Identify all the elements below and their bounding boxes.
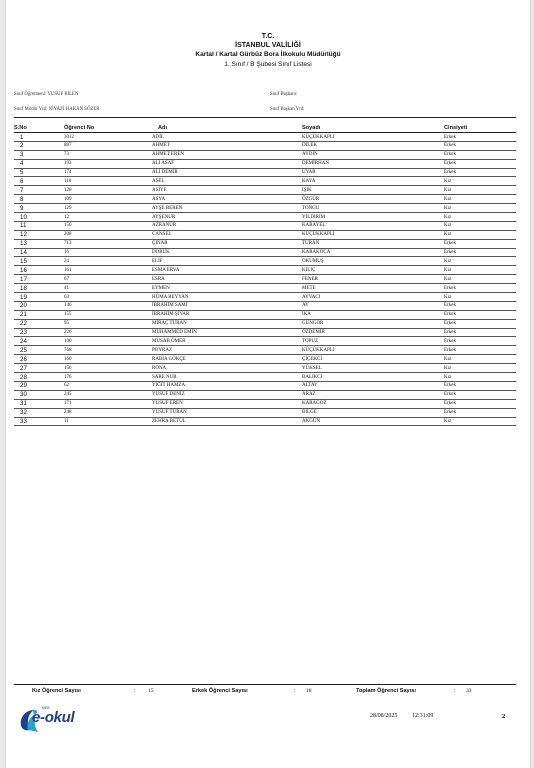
row-surname: UYAR xyxy=(302,170,316,176)
table-row xyxy=(6,284,530,293)
row-name: AHMET xyxy=(152,143,170,149)
table-row xyxy=(6,151,530,160)
row-student-no: 67 xyxy=(64,276,69,282)
row-surname: TONGU xyxy=(302,205,320,211)
row-gender: Erkek xyxy=(444,330,456,336)
row-gender: Erkek xyxy=(444,285,456,291)
row-sno: 26 xyxy=(20,355,27,363)
row-sno: 9 xyxy=(20,204,24,212)
row-gender: Kız xyxy=(444,276,452,282)
row-student-no: 62 xyxy=(64,383,69,389)
row-gender: Erkek xyxy=(444,383,456,389)
row-student-no: 156 xyxy=(64,365,72,371)
row-name: AHMET EREN xyxy=(152,152,184,158)
table-row xyxy=(6,311,530,320)
row-name: YUSUF DENİZ xyxy=(152,392,185,398)
table-row xyxy=(6,213,530,222)
row-student-no: 73 xyxy=(64,152,69,158)
row-gender: Erkek xyxy=(444,392,456,398)
row-student-no: 713 xyxy=(64,241,72,247)
row-gender: Erkek xyxy=(444,321,456,327)
class-teacher: Sınıf Öğretmeni: YUSUF BİLEN xyxy=(14,92,79,97)
girls-count-value: 15 xyxy=(148,688,154,694)
row-name: ESRA xyxy=(152,276,165,282)
row-gender: Kız xyxy=(444,356,452,362)
row-name: EYMEN xyxy=(152,285,170,291)
row-sno: 8 xyxy=(20,195,24,203)
table-row xyxy=(6,302,530,311)
total-count-sep: : xyxy=(454,688,456,694)
row-name: AYŞENUR xyxy=(152,214,176,220)
row-surname: AY xyxy=(302,303,309,309)
row-surname: BALIKCI xyxy=(302,374,323,380)
col-header-surname: Soyadı xyxy=(302,125,321,131)
row-sno: 16 xyxy=(20,266,27,274)
row-gender: Erkek xyxy=(444,152,456,158)
row-gender: Erkek xyxy=(444,303,456,309)
row-student-no: 193 xyxy=(64,161,72,167)
row-gender: Kız xyxy=(444,232,452,238)
row-student-no: 16 xyxy=(64,250,69,256)
table-row xyxy=(6,204,530,213)
row-sno: 14 xyxy=(20,249,27,257)
row-surname: GÜNGÖR xyxy=(302,321,324,327)
table-row xyxy=(6,355,530,364)
row-sno: 30 xyxy=(20,391,27,399)
row-name: RABİA GÖKÇE xyxy=(152,356,186,362)
row-student-no: 176 xyxy=(64,374,72,380)
footer-rule xyxy=(14,684,516,685)
table-row xyxy=(6,409,530,418)
row-name: ZEHRA BETÜL xyxy=(152,419,186,424)
row-sno: 29 xyxy=(20,382,27,390)
row-student-no: 129 xyxy=(64,205,72,211)
row-gender: Erkek xyxy=(444,250,456,256)
row-surname: TURAN xyxy=(302,241,320,247)
row-name: DORUK xyxy=(152,250,170,256)
table-row xyxy=(6,418,530,427)
row-surname: KARAKOCA xyxy=(302,250,331,256)
row-gender: Kız xyxy=(444,419,452,424)
row-student-no: 174 xyxy=(64,170,72,176)
row-surname: İKA xyxy=(302,312,311,318)
row-sno: 21 xyxy=(20,311,27,319)
row-student-no: 128 xyxy=(64,187,72,193)
table-row xyxy=(6,337,530,346)
row-sno: 11 xyxy=(20,222,27,230)
row-gender: Erkek xyxy=(444,143,456,149)
col-header-student-no: Öğrenci No xyxy=(64,125,95,131)
row-gender: Kız xyxy=(444,205,452,211)
row-gender: Erkek xyxy=(444,161,456,167)
row-gender: Erkek xyxy=(444,347,456,353)
row-name: RONA xyxy=(152,365,167,371)
row-sno: 19 xyxy=(20,293,27,301)
table-row xyxy=(6,186,530,195)
row-surname: ÇİÇEKCİ xyxy=(302,356,322,362)
row-student-no: 768 xyxy=(64,347,72,353)
row-name: YİĞİT HAMZA xyxy=(152,383,186,389)
table-row xyxy=(6,391,530,400)
meb-label: MEB xyxy=(42,706,50,710)
row-student-no: 63 xyxy=(64,294,69,300)
row-sno: 10 xyxy=(20,213,27,221)
table-row xyxy=(6,195,530,204)
table-row xyxy=(6,257,530,266)
row-name: YUSUF EREN xyxy=(152,401,183,407)
row-sno: 33 xyxy=(20,418,27,425)
row-sno: 15 xyxy=(20,257,27,265)
table-row xyxy=(6,373,530,382)
table-row xyxy=(6,275,530,284)
row-name: ALİ DEMİR xyxy=(152,170,178,176)
row-divider xyxy=(14,425,516,426)
row-sno: 31 xyxy=(20,400,27,408)
page-number: 2 xyxy=(502,713,506,720)
row-surname: ÖZDEMİR xyxy=(302,330,325,336)
document-page xyxy=(6,0,530,768)
total-count-label: Toplam Öğrenci Sayısı xyxy=(356,688,416,694)
row-student-no: 100 xyxy=(64,338,72,344)
row-name: YUSUF TURAN xyxy=(152,410,187,416)
row-student-no: 160 xyxy=(64,356,72,362)
row-name: HÜMA REYYAN xyxy=(152,294,189,300)
row-student-no: 245 xyxy=(64,392,72,398)
row-surname: DİLEK xyxy=(302,143,317,149)
header-list-title: 1. Sınıf / B Şubesi Sınıf Listesi xyxy=(224,61,312,68)
row-gender: Kız xyxy=(444,365,452,371)
row-sno: 7 xyxy=(20,186,24,194)
row-gender: Erkek xyxy=(444,410,456,416)
table-row xyxy=(6,329,530,338)
row-name: ASİYE xyxy=(152,187,167,193)
row-surname: IŞIK xyxy=(302,187,312,193)
assistant-principal: Sınıf Müdür Yrd: NİYAZİ HAKAN SÖZER xyxy=(14,107,100,112)
table-row xyxy=(6,364,530,373)
row-surname: KÜÇÜKKAPLI xyxy=(302,347,335,353)
row-gender: Kız xyxy=(444,214,452,220)
print-time: 12:31:09 xyxy=(412,713,434,719)
row-name: İBRAHİM ŞİYAR xyxy=(152,312,190,318)
row-gender: Kız xyxy=(444,267,452,273)
table-row xyxy=(6,231,530,240)
table-row xyxy=(6,169,530,178)
row-surname: YÜKSEL xyxy=(302,365,322,371)
boys-count-label: Erkek Öğrenci Sayısı xyxy=(192,688,248,694)
row-gender: Erkek xyxy=(444,241,456,247)
row-sno: 4 xyxy=(20,160,24,168)
row-student-no: 161 xyxy=(64,267,72,273)
row-sno: 18 xyxy=(20,284,27,292)
row-name: ÇINAR xyxy=(152,241,168,247)
row-sno: 3 xyxy=(20,151,24,159)
boys-count-sep: : xyxy=(294,688,296,694)
table-row xyxy=(6,222,530,231)
row-sno: 22 xyxy=(20,320,27,328)
row-name: ADİL xyxy=(152,134,164,140)
row-gender: Kız xyxy=(444,187,452,193)
row-name: ALİ ASAF xyxy=(152,161,175,167)
row-gender: Kız xyxy=(444,196,452,202)
row-name: MUHAMMED EMİN xyxy=(152,330,197,336)
row-gender: Erkek xyxy=(444,401,456,407)
row-surname: AYDIN xyxy=(302,152,318,158)
table-row xyxy=(6,346,530,355)
table-row xyxy=(6,320,530,329)
row-sno: 27 xyxy=(20,364,27,372)
row-sno: 17 xyxy=(20,275,27,283)
row-student-no: 226 xyxy=(64,330,72,336)
row-surname: METE xyxy=(302,285,316,291)
table-row xyxy=(6,293,530,302)
row-surname: KAYA xyxy=(302,178,316,184)
row-student-no: 109 xyxy=(64,196,72,202)
row-name: SARE NUR xyxy=(152,374,177,380)
row-gender: Erkek xyxy=(444,170,456,176)
eokul-logo-text: e-okul xyxy=(32,709,75,726)
row-surname: KILIÇ xyxy=(302,267,316,273)
row-surname: TOPUZ xyxy=(302,338,319,344)
row-gender: Kız xyxy=(444,374,452,380)
row-name: MİRAÇ TURAN xyxy=(152,321,187,327)
table-row xyxy=(6,142,530,151)
col-header-sno: S.No xyxy=(14,125,27,131)
class-vice-president: Sınıf Başkan Yrd: xyxy=(270,107,305,112)
row-name: ASYA xyxy=(152,196,166,202)
row-name: İBRAHİM SAMİ xyxy=(152,303,188,309)
row-surname: AYVACI xyxy=(302,294,321,300)
header-rule-top xyxy=(14,117,516,118)
row-student-no: 41 xyxy=(64,285,69,291)
row-student-no: 208 xyxy=(64,232,72,238)
student-table xyxy=(6,133,530,426)
row-student-no: 248 xyxy=(64,410,72,416)
row-sno: 28 xyxy=(20,373,27,381)
row-gender: Kız xyxy=(444,258,452,264)
row-sno: 23 xyxy=(20,329,27,337)
row-surname: KÜÇÜKKAPLI xyxy=(302,134,335,140)
row-name: ELİF xyxy=(152,258,163,264)
header-school: Kartal / Kartal Gürbüz Bora İlkokulu Müdürlüğü xyxy=(195,51,341,58)
row-student-no: 95 xyxy=(64,321,69,327)
row-surname: YILDIRIM xyxy=(302,214,326,220)
row-student-no: 887 xyxy=(64,143,72,149)
row-gender: Kız xyxy=(444,223,452,229)
row-surname: ALTAY xyxy=(302,383,318,389)
row-student-no: 146 xyxy=(64,303,72,309)
row-sno: 5 xyxy=(20,169,24,177)
row-student-no: 12 xyxy=(64,214,69,220)
row-sno: 2 xyxy=(20,142,24,150)
row-name: AZRANUR xyxy=(152,223,177,229)
row-gender: Erkek xyxy=(444,338,456,344)
boys-count-value: 18 xyxy=(306,688,312,694)
col-header-name: Adı xyxy=(158,125,168,131)
row-name: ESMA ERVA xyxy=(152,267,180,273)
row-gender: Erkek xyxy=(444,312,456,318)
row-surname: ARAZ xyxy=(302,392,316,398)
total-count-value: 33 xyxy=(466,688,472,694)
table-row xyxy=(6,133,530,142)
row-sno: 1 xyxy=(20,133,24,141)
row-student-no: 24 xyxy=(64,258,69,264)
row-sno: 24 xyxy=(20,337,27,345)
row-name: POYRAZ xyxy=(152,347,173,353)
table-row xyxy=(6,240,530,249)
row-surname: KARAYEL xyxy=(302,223,326,229)
row-gender: Erkek xyxy=(444,134,456,140)
row-student-no: 150 xyxy=(64,223,72,229)
row-gender: Kız xyxy=(444,294,452,300)
table-row xyxy=(6,160,530,169)
row-name: AYŞE BEREN xyxy=(152,205,183,211)
row-name: CANSEL xyxy=(152,232,172,238)
girls-count-sep: : xyxy=(134,688,136,694)
row-surname: KARAGÖZ xyxy=(302,401,327,407)
col-header-gender: Cinsiyeti xyxy=(444,125,468,131)
table-row xyxy=(6,249,530,258)
row-sno: 25 xyxy=(20,346,27,354)
header-governorship: İSTANBUL VALİLİĞİ xyxy=(235,42,301,49)
row-surname: BİLGE xyxy=(302,410,317,416)
row-student-no: 155 xyxy=(64,312,72,318)
print-date: 28/08/2025 xyxy=(370,713,398,719)
header-tc: T.C. xyxy=(261,33,275,40)
row-gender: Kız xyxy=(444,178,452,184)
row-surname: KÜÇÜKKAPLI xyxy=(302,232,335,238)
row-sno: 32 xyxy=(20,409,27,417)
table-row xyxy=(6,266,530,275)
row-surname: FENER xyxy=(302,276,318,282)
class-president: Sınıf Başkanı: xyxy=(270,92,298,97)
row-sno: 20 xyxy=(20,302,27,310)
row-surname: ÖZGÜR xyxy=(302,196,320,202)
row-name: ASEL xyxy=(152,178,165,184)
row-student-no: 110 xyxy=(64,178,72,184)
row-surname: OKUMUŞ xyxy=(302,258,324,264)
girls-count-label: Kız Öğrenci Sayısı xyxy=(32,688,81,694)
table-row xyxy=(6,382,530,391)
row-student-no: 171 xyxy=(64,401,72,407)
row-sno: 13 xyxy=(20,240,27,248)
row-surname: DEMİRHAN xyxy=(302,161,329,167)
row-surname: AKGÜN xyxy=(302,419,321,424)
table-row xyxy=(6,177,530,186)
row-student-no: 3012 xyxy=(64,134,74,140)
table-row xyxy=(6,400,530,409)
row-name: MUSAB ÖMER xyxy=(152,338,186,344)
row-sno: 6 xyxy=(20,177,24,185)
row-sno: 12 xyxy=(20,231,27,239)
row-student-no: 11 xyxy=(64,419,69,424)
